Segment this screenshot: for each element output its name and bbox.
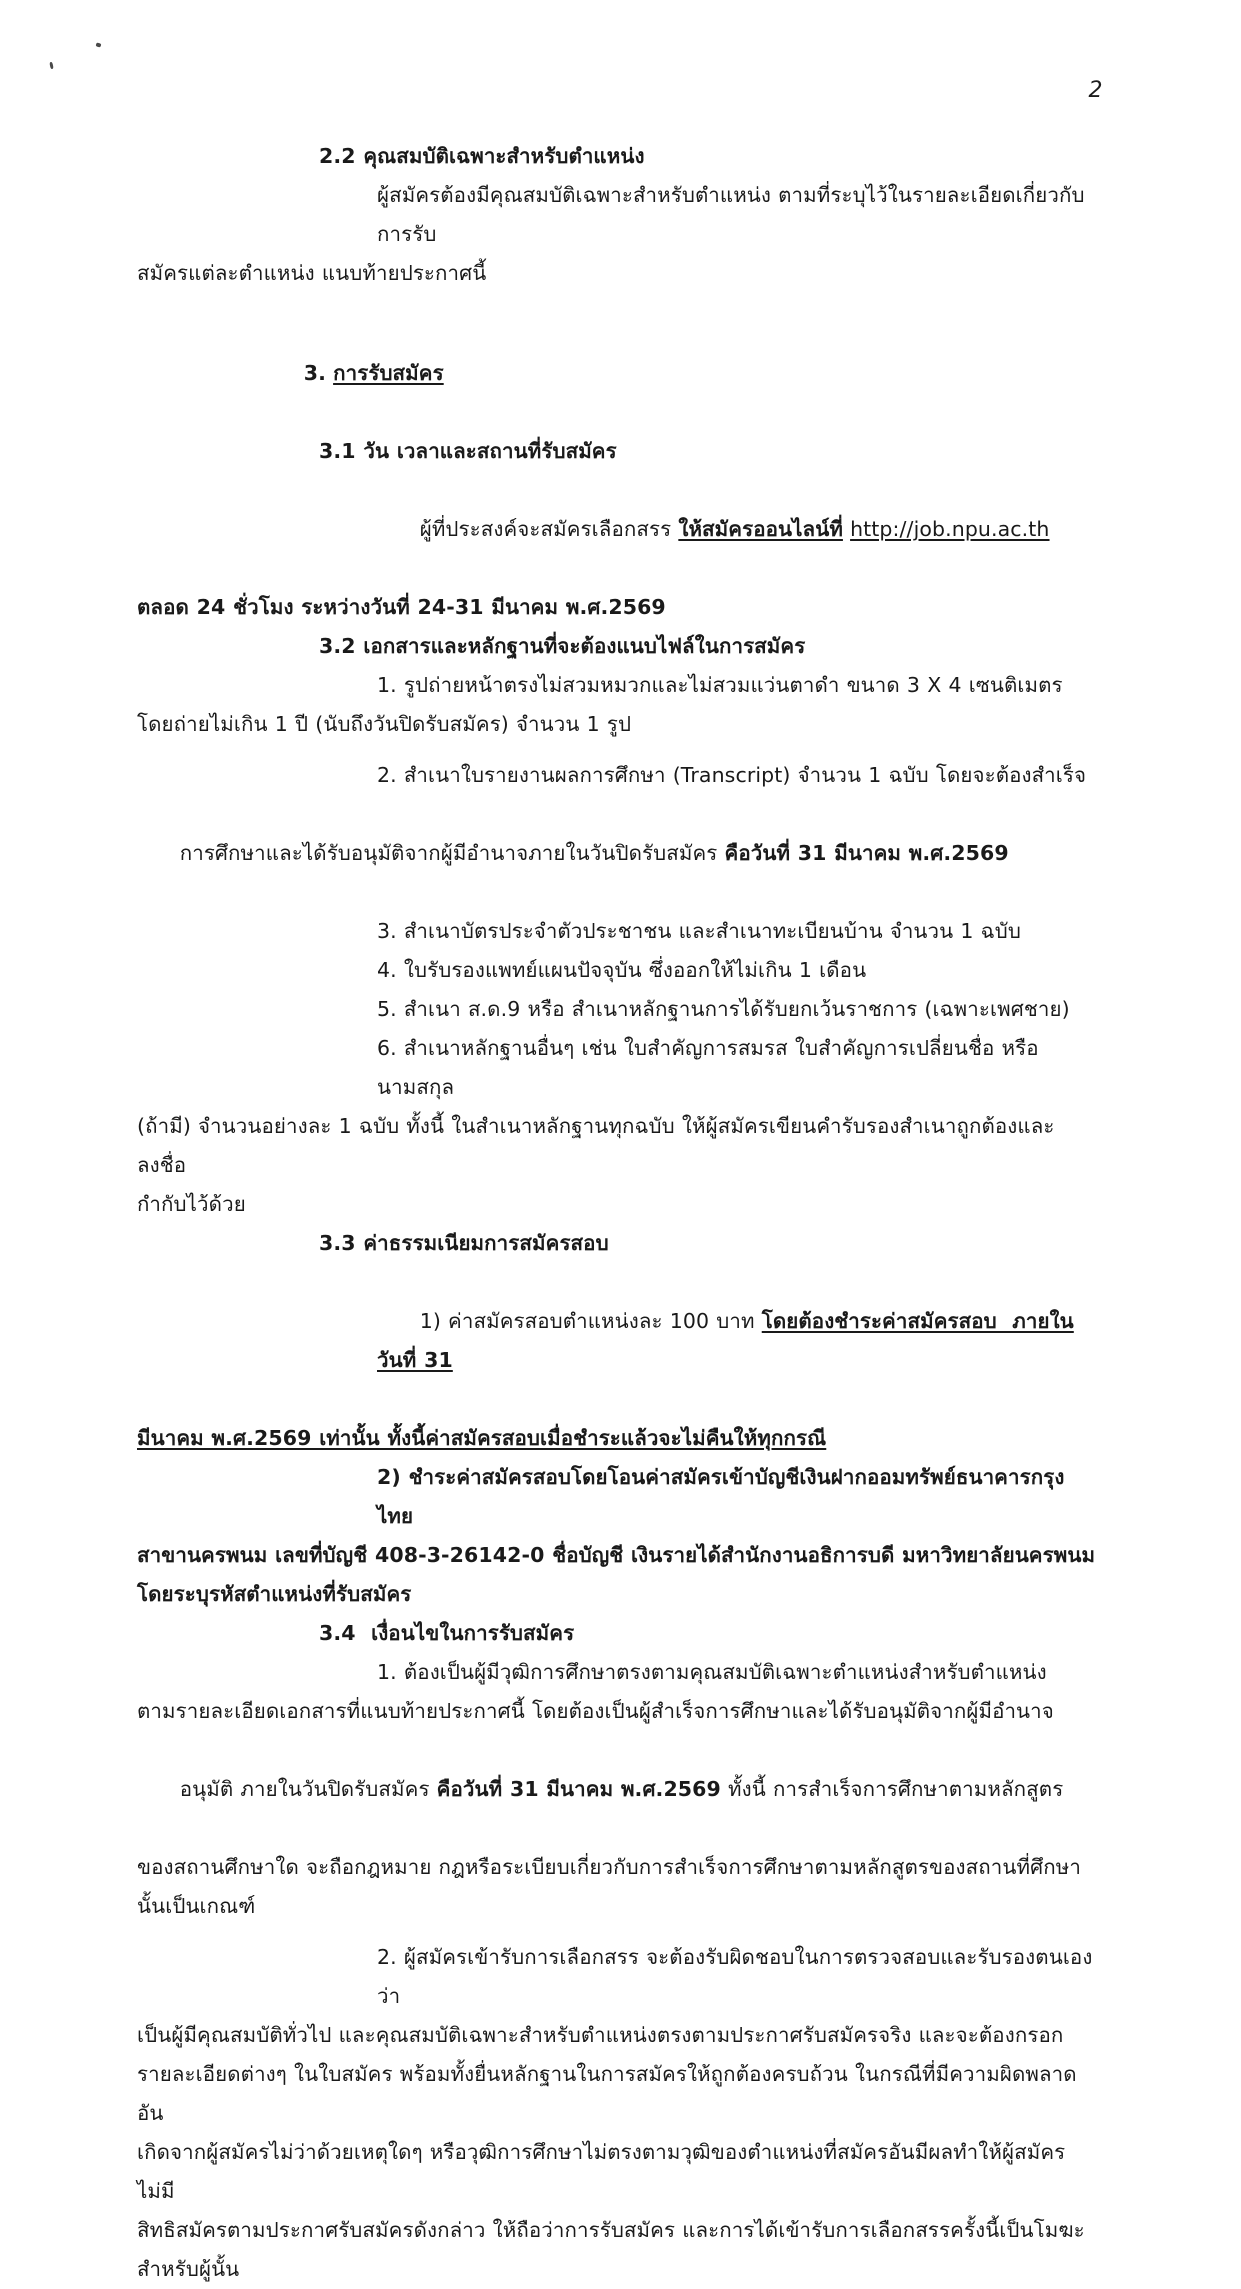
document-body [137, 137, 1097, 2289]
condition-1-line-2: ตามรายละเอียดเอกสารที่แนบท้ายประกาศนี้ โดยต้องเป็นผู้สำเร็จการศึกษาและได้รับอนุมัติจากผู้มีอำนาจ [137, 1699, 1054, 1723]
condition-1-text-a: อนุมัติ ภายในวันปิดรับสมัคร [179, 1777, 437, 1801]
page-number: 2 [1088, 78, 1103, 103]
doc-item-2-text: การศึกษาและได้รับอนุมัติจากผู้มีอำนาจภายในวันปิดรับสมัคร [179, 841, 725, 865]
fee-item-1-line-1 [137, 1263, 1097, 1419]
condition-2-line-4: เกิดจากผู้สมัครไม่ว่าด้วยเหตุใดๆ หรือวุฒิการศึกษาไม่ตรงตามวุฒิของตำแหน่งที่สมัครอันมีผลทำให้ผู้สมัครไม่มี [137, 2140, 1066, 2203]
fee-item-2-line-3: โดยระบุรหัสตำแหน่งที่รับสมัคร [137, 1582, 412, 1606]
doc-item-6-line-1: 6. สำเนาหลักฐานอื่นๆ เช่น ใบสำคัญการสมรส ใบสำคัญการเปลี่ยนชื่อ หรือนามสกุล [377, 1036, 1039, 1099]
condition-2-line-1: 2. ผู้สมัครเข้ารับการเลือกสรร จะต้องรับผิดชอบในการตรวจสอบและรับรองตนเองว่า [377, 1945, 1093, 2008]
condition-1-text-b: ทั้งนี้ การสำเร็จการศึกษาตามหลักสูตร [720, 1777, 1064, 1801]
condition-1-line-4: ของสถานศึกษาใด จะถือกฎหมาย กฎหรือระเบียบเกี่ยวกับการสำเร็จการศึกษาตามหลักสูตรของสถานที่ศึกษา [137, 1855, 1081, 1879]
paragraph-3-1-line-2: ตลอด 24 ชั่วโมง ระหว่างวันที่ 24-31 มีนาคม พ.ศ.2569 [137, 595, 666, 619]
condition-1-line-1: 1. ต้องเป็นผู้มีวุฒิการศึกษาตรงตามคุณสมบัติเฉพาะตำแหน่งสำหรับตำแหน่ง [377, 1660, 1047, 1684]
heading-3 [137, 315, 1097, 432]
paragraph-2-2-line-1: ผู้สมัครต้องมีคุณสมบัติเฉพาะสำหรับตำแหน่ง ตามที่ระบุไว้ในรายละเอียดเกี่ยวกับการรับ [377, 183, 1085, 246]
fee-amount-text: 1) ค่าสมัครสอบตำแหน่งละ 100 บาท [419, 1309, 762, 1333]
condition-1-deadline: คือวันที่ 31 มีนาคม พ.ศ.2569 [436, 1777, 721, 1801]
heading-3-4: 3.4 เงื่อนไขในการรับสมัคร [319, 1621, 575, 1645]
doc-item-1-line-2: โดยถ่ายไม่เกิน 1 ปี (นับถึงวันปิดรับสมัคร) จำนวน 1 รูป [137, 712, 632, 736]
apply-intro-text: ผู้ที่ประสงค์จะสมัครเลือกสรร [419, 517, 679, 541]
doc-item-2-line-1: 2. สำเนาใบรายงานผลการศึกษา (Transcript) จำนวน 1 ฉบับ โดยจะต้องสำเร็จ [377, 763, 1087, 787]
scan-artifact-speck [96, 42, 102, 47]
doc-item-2-deadline: คือวันที่ 31 มีนาคม พ.ศ.2569 [724, 841, 1009, 865]
heading-2-2: 2.2 คุณสมบัติเฉพาะสำหรับตำแหน่ง [319, 144, 645, 168]
doc-item-1-line-1: 1. รูปถ่ายหน้าตรงไม่สวมหมวกและไม่สวมแว่นตาดำ ขนาด 3 X 4 เซนติเมตร [377, 673, 1063, 697]
doc-item-4: 4. ใบรับรองแพทย์แผนปัจจุบัน ซึ่งออกให้ไม่เกิน 1 เดือน [377, 958, 867, 982]
paragraph-3-1-line-1 [137, 471, 1097, 588]
paragraph-2-2-line-2: สมัครแต่ละตำแหน่ง แนบท้ายประกาศนี้ [137, 261, 487, 285]
condition-1-line-5: นั้นเป็นเกณฑ์ [137, 1894, 256, 1918]
heading-3-label: การรับสมัคร [333, 361, 444, 385]
fee-deadline-emphasis-2: มีนาคม พ.ศ.2569 เท่านั้น ทั้งนี้ค่าสมัครสอบเมื่อชำระแล้วจะไม่คืนให้ทุกกรณี [137, 1426, 827, 1450]
apply-online-label: ให้สมัครออนไลน์ที่ [678, 517, 843, 541]
scan-artifact-speck [49, 62, 53, 69]
fee-deadline-emphasis-1: โดยต้องชำระค่าสมัครสอบ ภายในวันที่ 31 [377, 1309, 1074, 1372]
doc-item-2-line-2 [137, 795, 1097, 912]
spacer [137, 293, 1097, 315]
condition-2-line-3: รายละเอียดต่างๆ ในใบสมัคร พร้อมทั้งยื่นหลักฐานในการสมัครให้ถูกต้องครบถ้วน ในกรณีที่มีความผิดพลาดอัน [137, 2062, 1077, 2125]
doc-item-6-line-3: กำกับไว้ด้วย [137, 1192, 246, 1216]
fee-item-2-line-1: 2) ชำระค่าสมัครสอบโดยโอนค่าสมัครเข้าบัญชีเงินฝากออมทรัพย์ธนาคารกรุงไทย [377, 1465, 1065, 1528]
apply-url-link[interactable]: http://job.npu.ac.th [850, 517, 1050, 541]
heading-3-2: 3.2 เอกสารและหลักฐานที่จะต้องแนบไฟล์ในการสมัคร [319, 634, 806, 658]
condition-1-line-3 [137, 1731, 1097, 1848]
heading-3-1: 3.1 วัน เวลาและสถานที่รับสมัคร [319, 439, 617, 463]
heading-3-number: 3. [303, 361, 326, 385]
spacer [137, 1926, 1097, 1938]
heading-3-3: 3.3 ค่าธรรมเนียมการสมัครสอบ [319, 1231, 609, 1255]
condition-2-line-5: สิทธิสมัครตามประกาศรับสมัครดังกล่าว ให้ถือว่าการรับสมัคร และการได้เข้ารับการเลือกสรรครั้งนี้เป็นโมฆะ [137, 2218, 1085, 2242]
doc-item-6-line-2: (ถ้ามี) จำนวนอย่างละ 1 ฉบับ ทั้งนี้ ในสำเนาหลักฐานทุกฉบับ ให้ผู้สมัครเขียนคำรับรองสำเนาถูกต้องและลงชื่อ [137, 1114, 1055, 1177]
condition-2-line-2: เป็นผู้มีคุณสมบัติทั่วไป และคุณสมบัติเฉพาะสำหรับตำแหน่งตรงตามประกาศรับสมัครจริง และจะต้องกรอก [137, 2023, 1064, 2047]
condition-2-line-6: สำหรับผู้นั้น [137, 2257, 240, 2281]
doc-item-3: 3. สำเนาบัตรประจำตัวประชาชน และสำเนาทะเบียนบ้าน จำนวน 1 ฉบับ [377, 919, 1021, 943]
spacer [137, 744, 1097, 756]
doc-item-5: 5. สำเนา ส.ด.9 หรือ สำเนาหลักฐานการได้รับยกเว้นราชการ (เฉพาะเพศชาย) [377, 997, 1070, 1021]
fee-item-2-line-2: สาขานครพนม เลขที่บัญชี 408-3-26142-0 ชื่อบัญชี เงินรายได้สำนักงานอธิการบดี มหาวิทยาลัยนครพนม [137, 1543, 1096, 1567]
